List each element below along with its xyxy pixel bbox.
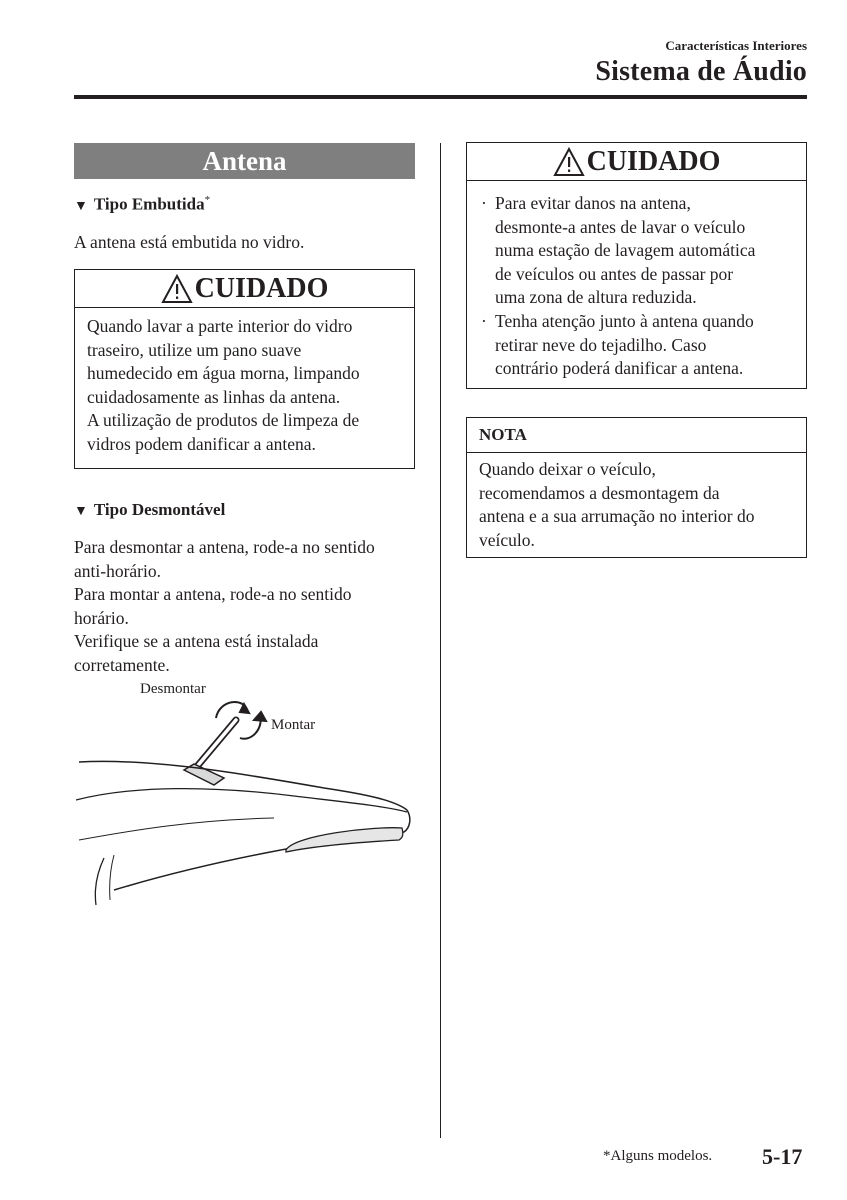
text-line: horário. bbox=[74, 607, 129, 628]
caution-line: desmonte-a antes de lavar o veículo bbox=[495, 216, 746, 237]
caution-title: CUIDADO bbox=[586, 145, 721, 177]
caution-bullet bbox=[479, 310, 794, 381]
text-line: corretamente. bbox=[74, 654, 170, 675]
column-divider bbox=[440, 143, 441, 1138]
page-title: Sistema de Áudio bbox=[595, 56, 807, 87]
caution-body bbox=[75, 308, 414, 461]
triangle-down-icon: ▼ bbox=[74, 198, 88, 214]
figure-label-install: Montar bbox=[271, 717, 316, 733]
figure-label-remove: Desmontar bbox=[140, 681, 206, 697]
caution-line: Quando lavar a parte interior do vidro bbox=[87, 316, 353, 336]
caution-line: traseiro, utilize um pano suave bbox=[87, 339, 302, 360]
footnote-marker: * bbox=[204, 194, 211, 206]
text-line: Para montar a antena, rode-a no sentido bbox=[74, 584, 352, 605]
bullet-dot: · bbox=[481, 310, 487, 331]
subheading-embutida-label: Tipo Embutida bbox=[93, 194, 205, 214]
nota-body bbox=[467, 453, 806, 556]
subheading-embutida bbox=[74, 194, 210, 215]
caution-box-left bbox=[74, 269, 415, 469]
caution-line: Tenha atenção junto à antena quando bbox=[495, 310, 754, 331]
caution-header bbox=[467, 143, 806, 181]
caution-line: vidros podem danificar a antena. bbox=[87, 433, 316, 454]
section-title: Antena bbox=[74, 143, 415, 179]
caution-header bbox=[75, 270, 414, 308]
triangle-down-icon: ▼ bbox=[74, 504, 88, 519]
warning-triangle-icon bbox=[553, 147, 585, 177]
header-category: Características Interiores bbox=[665, 38, 807, 53]
text-line: Para desmontar a antena, rode-a no sentido bbox=[74, 537, 375, 557]
subheading-desmontavel-label: Tipo Desmontável bbox=[93, 500, 226, 519]
nota-box bbox=[466, 417, 807, 558]
desmontavel-text bbox=[74, 536, 375, 678]
bullet-dot: · bbox=[481, 193, 487, 213]
caution-line: contrário poderá danificar a antena. bbox=[495, 358, 744, 379]
nota-line: Quando deixar o veículo, bbox=[479, 459, 656, 479]
warning-triangle-icon bbox=[161, 274, 193, 304]
caution-line: A utilização de produtos de limpeza de bbox=[87, 410, 360, 431]
caution-line: Para evitar danos na antena, bbox=[495, 193, 691, 213]
text-line: Verifique se a antena está instalada bbox=[74, 631, 319, 652]
caution-line: de veículos ou antes de passar por bbox=[495, 263, 734, 284]
caution-bullet bbox=[479, 192, 794, 310]
footer-note: *Alguns modelos. bbox=[603, 1148, 713, 1164]
caution-line: cuidadosamente as linhas da antena. bbox=[87, 386, 341, 407]
nota-line: antena e a sua arrumação no interior do bbox=[479, 506, 755, 527]
caution-line: retirar neve do tejadilho. Caso bbox=[495, 334, 707, 355]
nota-line: recomendamos a desmontagem da bbox=[479, 482, 720, 503]
caution-line: uma zona de altura reduzida. bbox=[495, 287, 697, 308]
nota-title: NOTA bbox=[467, 418, 806, 453]
embutida-text: A antena está embutida no vidro. bbox=[74, 232, 305, 252]
text-line: anti-horário. bbox=[74, 560, 161, 581]
nota-line: veículo. bbox=[479, 529, 535, 550]
antenna-illustration bbox=[74, 690, 419, 910]
caution-line: humedecido em água morna, limpando bbox=[87, 363, 360, 384]
caution-line: numa estação de lavagem automática bbox=[495, 240, 756, 261]
page-number: 5-17 bbox=[762, 1144, 803, 1169]
subheading-desmontavel bbox=[74, 500, 225, 520]
caution-body bbox=[467, 181, 806, 385]
caution-title: CUIDADO bbox=[194, 272, 329, 304]
header-rule bbox=[74, 95, 807, 99]
caution-box-right bbox=[466, 142, 807, 389]
